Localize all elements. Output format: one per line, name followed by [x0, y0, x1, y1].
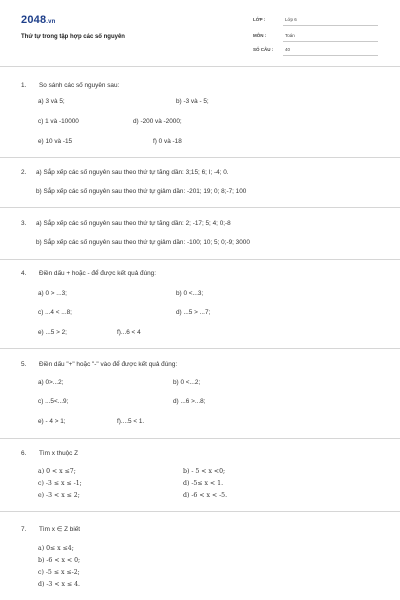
count-label: SỐ CÂU : — [253, 47, 274, 52]
q2-a: a) Sắp xếp các số nguyên sau theo thứ tự tăng dần: 3;15; 6; I; -4; 0. — [36, 169, 229, 176]
q5-stem: Điền dấu "+" hoặc "-" vào để được kết quả đúng: — [39, 361, 178, 368]
q7-d: d) -3 < x ≤ 4. — [38, 581, 80, 588]
q5-divider — [0, 438, 400, 439]
subject-value: Toán — [285, 33, 295, 38]
q5-a: a) 0>...2; — [38, 379, 64, 386]
q3-divider — [0, 259, 400, 260]
q7-c: c) -5 ≤ x ≤-2; — [38, 569, 80, 576]
q6-number: 6. — [21, 450, 27, 457]
subject-underline — [283, 41, 378, 42]
q2-b: b) Sắp xếp các số nguyên sau theo thứ tự giảm dần: -201; 19; 0; 8;-7; 100 — [36, 188, 247, 195]
q4-b: b) 0 <...3; — [176, 290, 204, 297]
q6-divider — [0, 511, 400, 512]
q6-d: d) -5≤ x < 1. — [183, 480, 224, 487]
q5-c: c) ...5<...9; — [38, 398, 69, 405]
q4-d: d) ...5 > ...7; — [176, 309, 211, 316]
q6-f: d) -6 < x < -5. — [183, 492, 228, 499]
q6-a: a) 0 < x ≤7; — [38, 468, 76, 475]
q2-divider — [0, 207, 400, 208]
q4-a: a) 0 > ...3; — [38, 290, 67, 297]
q6-stem: Tìm x thuộc Z — [39, 450, 79, 457]
q6-e: e) -3 < x ≤ 2; — [38, 492, 80, 499]
subject-label: MÔN : — [253, 33, 267, 38]
header-divider — [0, 66, 400, 67]
class-underline — [283, 25, 378, 26]
q1-d: d) -200 và -2000; — [133, 118, 182, 125]
q3-a: a) Sắp xếp các số nguyên sau theo thứ tự tăng dần: 2; -17; 5; 4; 0;-8 — [36, 220, 231, 227]
logo-text: 2048 — [21, 14, 47, 26]
q7-a: a) 0≤ x ≤4; — [38, 545, 74, 552]
q1-c: c) 1 và -10000 — [38, 118, 79, 125]
q5-e: e) - 4 > 1; — [38, 418, 66, 425]
q3-number: 3. — [21, 220, 27, 227]
class-value: Lớp 6 — [285, 17, 297, 22]
q4-divider — [0, 348, 400, 349]
q5-number: 5. — [21, 361, 27, 368]
q1-divider — [0, 157, 400, 158]
q6-c: c) -3 ≤ x ≤ -1; — [38, 480, 82, 487]
q2-number: 2. — [21, 169, 27, 176]
q5-f: f)....5 < 1. — [117, 418, 145, 425]
q1-a: a) 3 và 5; — [38, 98, 65, 105]
q1-number: 1. — [21, 82, 27, 89]
q4-stem: Điền dấu + hoặc - để được kết quả đúng: — [39, 270, 157, 277]
q1-b: b) -3 và - 5; — [176, 98, 209, 105]
q3-b: b) Sắp xếp các số nguyên sau theo thứ tự giảm dần: -100; 10; 5; 0;-9; 3000 — [36, 239, 250, 246]
count-underline — [283, 55, 378, 56]
q5-b: b) 0 <...2; — [173, 379, 201, 386]
q4-e: e) ...5 > 2; — [38, 329, 67, 336]
q7-stem: Tìm x ∈ Z biết — [39, 526, 81, 533]
q7-number: 7. — [21, 526, 27, 533]
q4-f: f)...6 < 4 — [117, 329, 141, 336]
q5-d: d) ...6 >...8; — [173, 398, 206, 405]
site-logo[interactable] — [21, 14, 56, 26]
q1-stem: So sánh các số nguyên sau: — [39, 82, 120, 89]
class-label: LỚP : — [253, 17, 266, 22]
q4-c: c) ...4 < ...8; — [38, 309, 72, 316]
count-value: 40 — [285, 47, 291, 52]
q1-f: f) 0 và -18 — [153, 138, 182, 145]
logo-suffix: .vn — [46, 19, 56, 25]
q1-e: e) 10 và -15 — [38, 138, 73, 145]
q7-b: b) -6 < x < 0; — [38, 557, 81, 564]
q6-b: b) - 5 < x <0; — [183, 468, 226, 475]
document-title: Thứ tự trong tập hợp các số nguyên — [21, 34, 125, 40]
q4-number: 4. — [21, 270, 27, 277]
